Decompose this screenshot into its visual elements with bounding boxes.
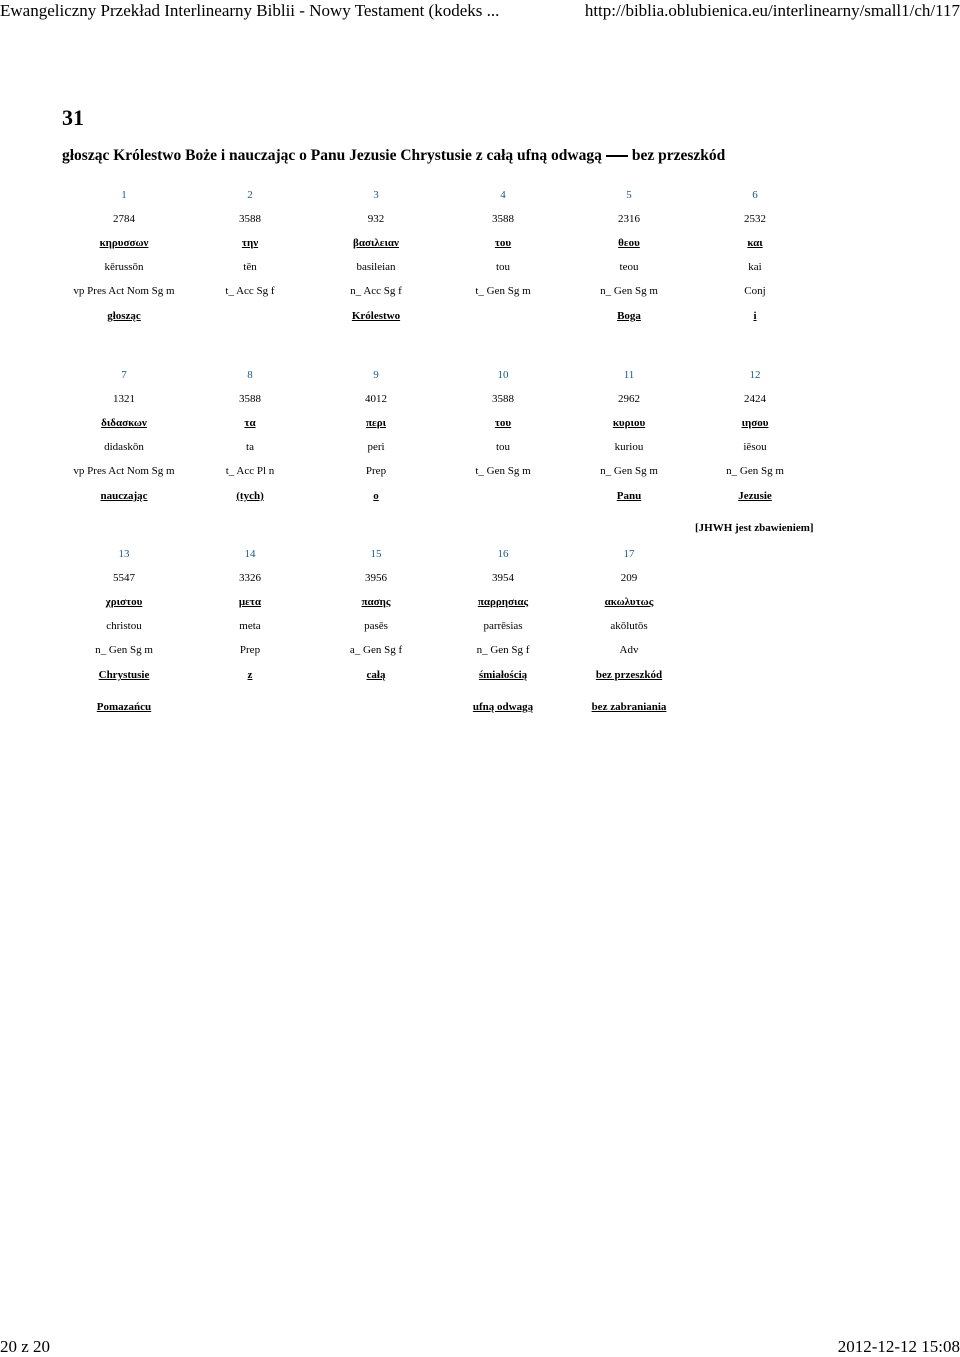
word-position: 3 [373,189,379,201]
word-column [440,547,566,717]
morphology: n_ Acc Sg f [350,285,402,297]
verse-translation [62,146,725,166]
verse-text-end: bez przeszkód [631,147,726,164]
word-column [566,368,692,538]
transliteration: peri [367,441,385,453]
word-position: 15 [370,548,382,560]
word-column [187,547,313,717]
greek-word[interactable]: διδασκων [101,417,147,429]
greek-word[interactable]: τα [244,417,256,429]
transliteration: kuriou [614,441,644,453]
page-footer-pagenum: 20 z 20 [0,1337,51,1356]
word-position: 5 [626,189,632,201]
polish-translation[interactable]: śmiałością [478,669,528,681]
morphology: a_ Gen Sg f [349,644,403,656]
word-position: 2 [247,189,253,201]
transliteration: pasēs [364,620,388,632]
em-dash [606,155,628,157]
transliteration: tou [495,441,511,453]
verse-number: 31 [62,105,84,130]
strong-number: 2316 [618,213,640,225]
polish-translation[interactable]: Królestwo [351,310,401,322]
transliteration: basileian [356,261,396,273]
polish-translation[interactable]: całą [366,669,386,681]
greek-word[interactable]: μετα [238,596,262,608]
word-position: 8 [247,369,253,381]
morphology: t_ Gen Sg m [475,465,531,477]
strong-number: 2424 [744,393,766,405]
word-position: 4 [500,189,506,201]
word-column [566,188,692,358]
polish-translation[interactable]: głosząc [107,310,141,322]
transliteration: kai [748,261,762,273]
word-position: 6 [752,189,758,201]
greek-word[interactable]: θεου [618,237,640,249]
word-column [566,547,692,717]
strong-number: 3326 [239,572,261,584]
strong-number: 3588 [239,213,261,225]
strong-number: 932 [367,213,385,225]
greek-word[interactable]: ακωλυτως [604,596,654,608]
transliteration: meta [239,620,261,632]
verse-text-main: głosząc Królestwo Boże i nauczając o Panu Jezusie Chrystusie z całą ufną odwagą [62,147,602,164]
polish-translation[interactable]: Chrystusie [98,669,150,681]
morphology: vp Pres Act Nom Sg m [73,285,175,297]
greek-word[interactable]: την [241,237,259,249]
word-note: [JHWH jest zbawieniem] [695,522,814,534]
word-column [313,188,439,358]
word-column [440,188,566,358]
polish-translation[interactable]: nauczając [100,490,148,502]
polish-translation[interactable]: o [373,490,379,502]
polish-alt-translation[interactable]: bez zabraniania [591,701,667,713]
greek-word[interactable]: κυριου [612,417,646,429]
morphology: Prep [365,465,387,477]
word-column [313,547,439,717]
greek-word[interactable]: παρρησιας [477,596,529,608]
transliteration: iēsou [743,441,767,453]
word-position: 9 [373,369,379,381]
strong-number: 4012 [365,393,387,405]
morphology: n_ Gen Sg m [600,465,658,477]
word-position: 1 [121,189,127,201]
strong-number: 5547 [113,572,135,584]
word-column [692,188,818,358]
word-column [187,188,313,358]
word-column [187,368,313,538]
polish-translation[interactable]: bez przeszkód [595,669,663,681]
word-position: 17 [623,548,635,560]
page-header-url[interactable]: http://biblia.oblubienica.eu/interlinearny/small1/ch/117 [584,1,960,20]
polish-translation[interactable]: Jezusie [738,490,772,502]
transliteration: akōlutōs [610,620,648,632]
strong-number: 3956 [365,572,387,584]
greek-word[interactable]: και [747,237,763,249]
morphology: n_ Gen Sg m [600,285,658,297]
greek-word[interactable]: ιησου [741,417,769,429]
word-position: 13 [118,548,130,560]
word-position: 10 [497,369,509,381]
morphology: t_ Gen Sg m [475,285,531,297]
word-position: 11 [623,369,635,381]
strong-number: 3588 [492,213,514,225]
morphology: t_ Acc Sg f [225,285,275,297]
greek-word[interactable]: περι [365,417,387,429]
morphology: vp Pres Act Nom Sg m [73,465,175,477]
morphology: n_ Gen Sg f [476,644,530,656]
strong-number: 209 [620,572,638,584]
strong-number: 3588 [239,393,261,405]
polish-translation[interactable]: z [247,669,253,681]
transliteration: didaskōn [104,441,144,453]
polish-translation[interactable]: i [753,310,757,322]
greek-word[interactable]: βασιλειαν [353,237,399,249]
word-column [61,368,187,538]
strong-number: 1321 [113,393,135,405]
morphology: n_ Gen Sg m [95,644,153,656]
polish-translation[interactable]: Boga [617,310,641,322]
polish-translation[interactable]: Panu [616,490,642,502]
strong-number: 2962 [618,393,640,405]
page-footer-datetime: 2012-12-12 15:08 [837,1337,960,1356]
greek-word[interactable]: πασης [361,596,391,608]
page-header-title: Ewangeliczny Przekład Interlinearny Biblii - Nowy Testament (kodeks ... [0,1,500,20]
word-position: 12 [749,369,761,381]
transliteration: tēn [243,261,257,273]
morphology: Conj [744,285,766,297]
word-column [440,368,566,538]
greek-word[interactable]: κηρυσσων [99,237,149,249]
morphology: n_ Gen Sg m [726,465,784,477]
transliteration: christou [106,620,142,632]
polish-alt-translation[interactable]: ufną odwagą [472,701,534,713]
strong-number: 3954 [492,572,514,584]
word-column [61,547,187,717]
transliteration: teou [619,261,639,273]
word-column [692,368,818,538]
morphology: t_ Acc Pl n [225,465,275,477]
polish-translation[interactable]: (tych) [236,490,264,502]
transliteration: parrēsias [483,620,523,632]
morphology: Adv [619,644,639,656]
transliteration: ta [246,441,254,453]
word-position: 16 [497,548,509,560]
word-position: 7 [121,369,127,381]
strong-number: 2532 [744,213,766,225]
word-column [313,368,439,538]
transliteration: kērussōn [104,261,144,273]
polish-alt-translation[interactable]: Pomazańcu [96,701,152,713]
greek-word[interactable]: του [494,417,512,429]
word-column [61,188,187,358]
morphology: Prep [239,644,261,656]
transliteration: tou [495,261,511,273]
word-position: 14 [244,548,256,560]
greek-word[interactable]: χριστου [105,596,143,608]
strong-number: 2784 [113,213,135,225]
strong-number: 3588 [492,393,514,405]
greek-word[interactable]: του [494,237,512,249]
